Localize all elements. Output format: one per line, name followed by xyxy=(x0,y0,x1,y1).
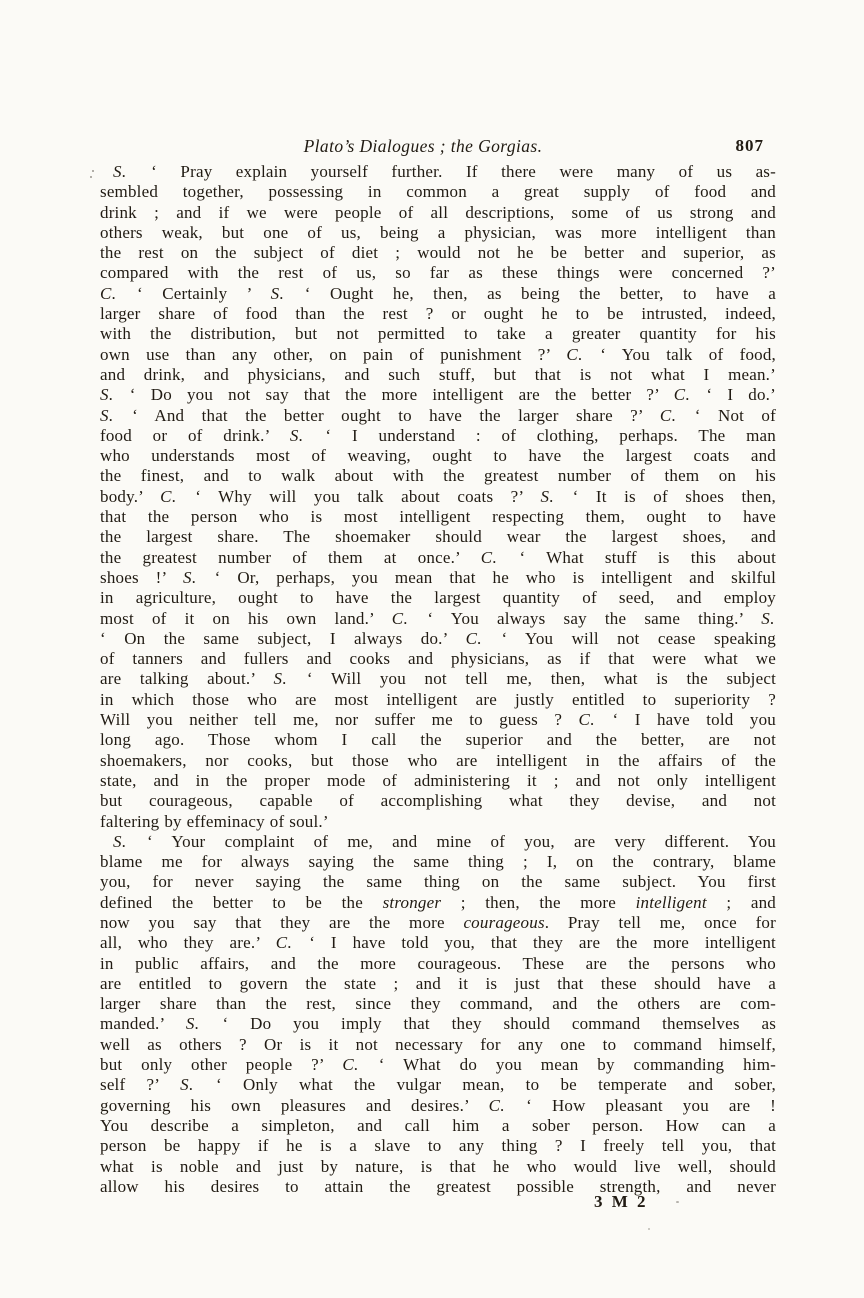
text-line: the greatest number of them at once.’ C. ‘ What stuff is this about xyxy=(100,547,776,567)
text-line: all, who they are.’ C. ‘ I have told you, that they are the more intelligent xyxy=(100,933,776,953)
text-line: sembled together, possessing in common a great supply of food and xyxy=(100,182,776,202)
text-line: in public affairs, and the more courageous. These are the persons who xyxy=(100,953,776,973)
text-line: blame me for always saying the same thing ; I, on the contrary, blame xyxy=(100,852,776,872)
text-line: manded.’ S. ‘ Do you imply that they should command themselves as xyxy=(100,1014,777,1034)
text-line: what is noble and just by nature, is that he who would live well, should xyxy=(100,1156,776,1176)
text-line: are entitled to govern the state ; and it is just that these should have a xyxy=(100,973,776,993)
text-line: in which those who are most intelligent are justly entitled to superiority ? xyxy=(100,689,776,709)
text-line: S. ‘ Your complaint of me, and mine of you, are very different. You xyxy=(113,831,776,851)
text-line: others weak, but one of us, being a physician, was more intelligent than xyxy=(100,222,776,242)
text-line: S. ‘ Pray explain yourself further. If there were many of us as- xyxy=(113,162,776,181)
text-line: long ago. Those whom I call the superior and the better, are not xyxy=(100,730,776,750)
signature-mark: 3 M 2 xyxy=(594,1192,649,1211)
page-header xyxy=(100,136,776,160)
scan-speckle xyxy=(92,170,94,172)
text-line: governing his own pleasures and desires.’ C. ‘ How pleasant you are ! xyxy=(100,1095,776,1115)
text-line: of tanners and fullers and cooks and physicians, as if that were what we xyxy=(100,649,776,669)
text-line: S. ‘ Do you not say that the more intelligent are the better ?’ C. ‘ I do.’ xyxy=(100,385,776,405)
text-line: S. ‘ And that the better ought to have the larger share ?’ C. ‘ Not of xyxy=(100,405,776,425)
text-line: faltering by effeminacy of soul.’ xyxy=(100,811,329,831)
text-line: allow his desires to attain the greatest possible strength, and never xyxy=(100,1176,776,1196)
text-line: ‘ On the same subject, I always do.’ C. ‘ You will not cease speaking xyxy=(100,628,776,648)
text-line: self ?’ S. ‘ Only what the vulgar mean, to be temperate and sober, xyxy=(100,1075,777,1095)
text-line: the rest on the subject of diet ; would not he be better and superior, as xyxy=(100,243,776,263)
text-line: larger share than the rest, since they command, and the others are com- xyxy=(100,994,776,1014)
text-line: Will you neither tell me, nor suffer me to guess ? C. ‘ I have told you xyxy=(100,710,776,730)
text-line: food or of drink.’ S. ‘ I understand : of clothing, perhaps. The man xyxy=(100,425,777,445)
text-line: that the person who is most intelligent respecting them, ought to have xyxy=(100,507,776,527)
text-line: defined the better to be the stronger ; then, the more intelligent ; and xyxy=(100,892,776,912)
text-line: most of it on his own land.’ C. ‘ You always say the same thing.’ S. xyxy=(100,608,775,628)
text-line: body.’ C. ‘ Why will you talk about coats ?’ S. ‘ It is of shoes then, xyxy=(100,486,776,506)
text-line: well as others ? Or is it not necessary for any one to command himself, xyxy=(100,1034,776,1054)
text-line: You describe a simpleton, and call him a sober person. How can a xyxy=(100,1115,776,1135)
page-number: 807 xyxy=(735,136,764,155)
text-line: who understands most of weaving, ought to have the largest coats and xyxy=(100,446,776,466)
text-line: but courageous, capable of accomplishing what they devise, and not xyxy=(100,791,776,811)
text-line: and drink, and physicians, and such stuff, but that is not what I mean.’ xyxy=(100,364,776,384)
text-line: shoes !’ S. ‘ Or, perhaps, you mean that he who is intelligent and skilful xyxy=(100,567,777,587)
scan-speckle xyxy=(90,176,92,178)
text-line: but only other people ?’ C. ‘ What do you mean by commanding him- xyxy=(100,1055,777,1075)
body-text xyxy=(100,162,776,1197)
text-line: in agriculture, ought to have the largest quantity of seed, and employ xyxy=(100,588,776,608)
text-line: drink ; and if we were people of all descriptions, some of us strong and xyxy=(100,202,776,222)
text-line: compared with the rest of us, so far as these things were concerned ?’ xyxy=(100,263,776,283)
text-line: are talking about.’ S. ‘ Will you not tell me, then, what is the subject xyxy=(100,669,776,689)
text-line: now you say that they are the more courageous. Pray tell me, once for xyxy=(100,912,776,932)
text-line: the finest, and to walk about with the greatest number of them on his xyxy=(100,466,776,486)
running-title: Plato’s Dialogues ; the Gorgias. xyxy=(303,136,543,156)
text-line: you, for never saying the same thing on the same subject. You first xyxy=(100,872,776,892)
text-line: own use than any other, on pain of punishment ?’ C. ‘ You talk of food, xyxy=(100,344,776,364)
text-line: larger share of food than the rest ? or ought he to be intrusted, indeed, xyxy=(100,304,776,324)
scan-speckle xyxy=(648,1228,650,1230)
text-line: C. ‘ Certainly ’ S. ‘ Ought he, then, as being the better, to have a xyxy=(100,283,776,303)
text-line: with the distribution, but not permitted to take a greater quantity for his xyxy=(100,324,776,344)
text-line: state, and in the proper mode of administering it ; and not only intelligent xyxy=(100,770,776,790)
text-line: person be happy if he is a slave to any thing ? I freely tell you, that xyxy=(100,1136,776,1156)
scan-speckle xyxy=(676,1201,679,1203)
text-line: shoemakers, nor cooks, but those who are intelligent in the affairs of the xyxy=(100,750,776,770)
text-line: the largest share. The shoemaker should wear the largest shoes, and xyxy=(100,527,776,547)
